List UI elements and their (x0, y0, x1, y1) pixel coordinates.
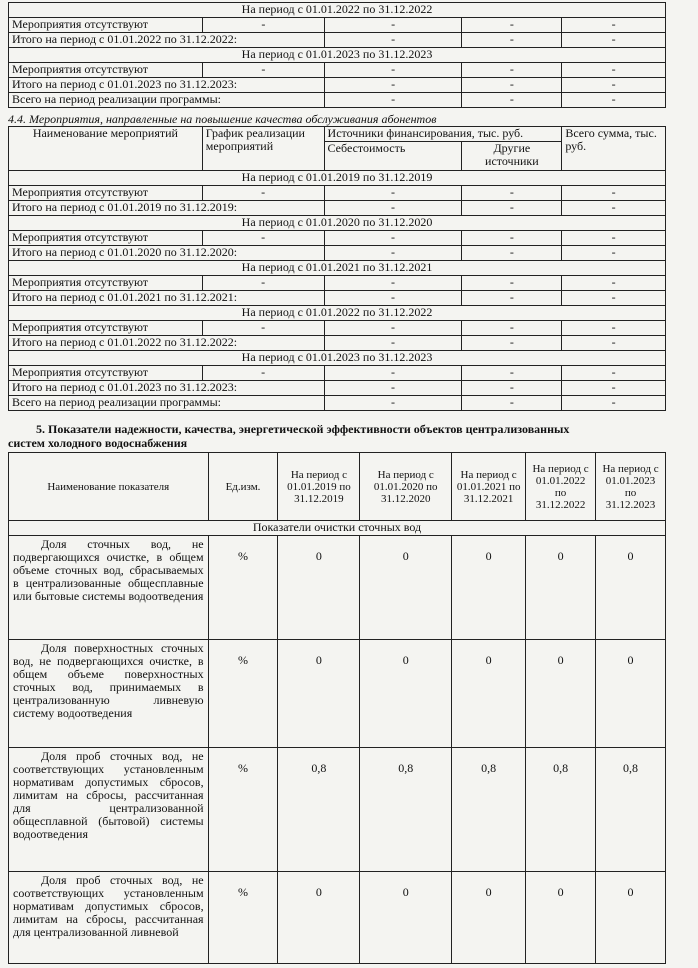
col-header-name: Наименование мероприятий (9, 127, 203, 171)
indicators-table (8, 452, 666, 964)
period-row: На период с 01.01.2022 по 31.12.2022 (9, 3, 666, 18)
indicator-value: 0 (596, 872, 666, 964)
period-row: На период с 01.01.2020 по 31.12.2020 (9, 216, 666, 231)
indicator-value: 0 (526, 872, 596, 964)
period-row: На период с 01.01.2019 по 31.12.2019 (9, 171, 666, 186)
col-header-indicator: Наименование показателя (9, 453, 209, 521)
indicator-unit: % (208, 640, 278, 748)
indicator-value: 0 (596, 536, 666, 640)
table-row: Итого на период с 01.01.2023 по 31.12.2023: - - - (9, 78, 666, 93)
col-header-other: Другие источники (462, 142, 562, 171)
indicator-name: Доля проб сточных вод, не соответствующих установленным нормативам допустимых сбросов, лимитам на сбросы, рассчитанная для централизованной ливневой (9, 872, 209, 964)
table-row: Мероприятия отсутствуют - - - - (9, 186, 666, 201)
group-row: Показатели очистки сточных вод (9, 521, 666, 536)
col-header-cost: Себестоимость (324, 142, 462, 171)
indicator-value: 0,8 (360, 748, 452, 872)
period-row: На период с 01.01.2023 по 31.12.2023 (9, 351, 666, 366)
section-title-4-4: 4.4. Мероприятия, направленные на повышение качества обслуживания абонентов (8, 112, 437, 126)
table-row (9, 872, 666, 964)
col-header-2022: На период с 01.01.2022 по 31.12.2022 (526, 453, 596, 521)
top-continuation-table (8, 2, 666, 108)
table-row: Мероприятия отсутствуют - - - - (9, 63, 666, 78)
col-header-2021: На период с 01.01.2021 по 31.12.2021 (452, 453, 526, 521)
col-header-2019: На период с 01.01.2019 по 31.12.2019 (278, 453, 360, 521)
indicator-value: 0 (360, 536, 452, 640)
table-row: Итого на период с 01.01.2021 по 31.12.2021: - - - (9, 291, 666, 306)
table-row: Итого на период с 01.01.2023 по 31.12.2023: - - - (9, 381, 666, 396)
indicator-value: 0 (452, 872, 526, 964)
table-row: Итого на период с 01.01.2019 по 31.12.2019: - - - (9, 201, 666, 216)
indicator-unit: % (208, 748, 278, 872)
section-title-5: 5. Показатели надежности, качества, энергетической эффективности объектов централизованных систем холодного водоснабжения (8, 422, 570, 450)
table-row: Всего на период реализации программы: - - - (9, 93, 666, 108)
indicator-value: 0 (278, 640, 360, 748)
col-header-schedule: График реализации мероприятий (202, 127, 324, 171)
table-row: Мероприятия отсутствуют - - - - (9, 18, 666, 33)
col-header-2023: На период с 01.01.2023 по 31.12.2023 (596, 453, 666, 521)
indicator-unit: % (208, 536, 278, 640)
indicator-value: 0 (278, 872, 360, 964)
indicator-value: 0,8 (526, 748, 596, 872)
col-header-sources: Источники финансирования, тыс. руб. (324, 127, 562, 142)
indicator-value: 0 (360, 640, 452, 748)
table-row: Итого на период с 01.01.2022 по 31.12.2022: - - - (9, 336, 666, 351)
indicator-value: 0,8 (596, 748, 666, 872)
indicator-value: 0 (526, 640, 596, 748)
col-header-unit: Ед.изм. (208, 453, 278, 521)
grand-total-row: Всего на период реализации программы: - - - (9, 396, 666, 411)
indicator-value: 0 (452, 536, 526, 640)
indicator-value: 0 (452, 640, 526, 748)
measures-table-4-4 (8, 126, 666, 411)
table-row (9, 748, 666, 872)
col-header-2020: На период с 01.01.2020 по 31.12.2020 (360, 453, 452, 521)
indicator-unit: % (208, 872, 278, 964)
col-header-total: Всего сумма, тыс. руб. (562, 127, 666, 171)
period-row: На период с 01.01.2021 по 31.12.2021 (9, 261, 666, 276)
indicator-value: 0 (360, 872, 452, 964)
table-row (9, 640, 666, 748)
indicator-name: Доля сточных вод, не подвергающихся очистке, в общем объеме сточных вод, сбрасываемых в централизованные общесплавные или бытовые системы водоотведения (9, 536, 209, 640)
indicator-value: 0,8 (278, 748, 360, 872)
table-row: Мероприятия отсутствуют - - - - (9, 276, 666, 291)
indicator-name: Доля поверхностных сточных вод, не подвергающихся очистке, в общем объеме поверхностных сточных вод, принимаемых в централизованную ливневую систему водоотведения (9, 640, 209, 748)
table-row: Итого на период с 01.01.2020 по 31.12.2020: - - - (9, 246, 666, 261)
table-row: Мероприятия отсутствуют - - - - (9, 321, 666, 336)
period-row: На период с 01.01.2022 по 31.12.2022 (9, 306, 666, 321)
indicator-value: 0 (596, 640, 666, 748)
indicator-value: 0,8 (452, 748, 526, 872)
period-row: На период с 01.01.2023 по 31.12.2023 (9, 48, 666, 63)
indicator-value: 0 (278, 536, 360, 640)
table-row: Мероприятия отсутствуют - - - - (9, 231, 666, 246)
indicator-value: 0 (526, 536, 596, 640)
table-row: Итого на период с 01.01.2022 по 31.12.2022: - - - (9, 33, 666, 48)
table-row: Мероприятия отсутствуют - - - - (9, 366, 666, 381)
indicator-name: Доля проб сточных вод, не соответствующих установленным нормативам допустимых сбросов, лимитам на сбросы, рассчитанная для централизованной общесплавной (бытовой) системы водоотведения (9, 748, 209, 872)
table-row (9, 536, 666, 640)
